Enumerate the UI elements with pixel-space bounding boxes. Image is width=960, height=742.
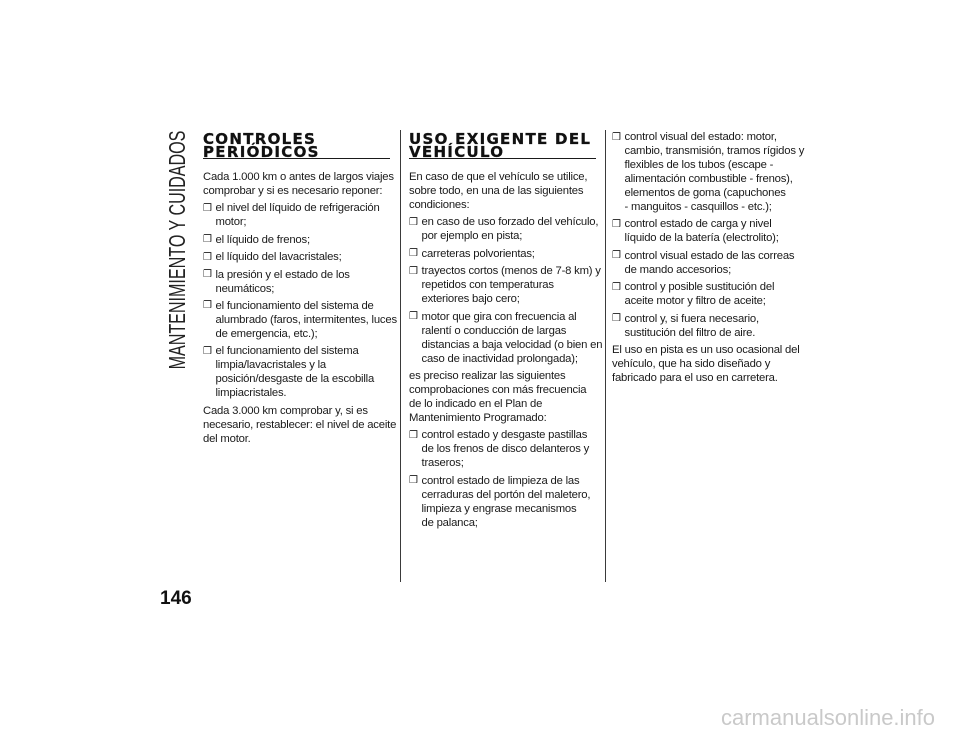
checkbox-bullet-icon: ❒ xyxy=(409,265,418,277)
list-item-text: control visual estado de las correas de mando accesorios; xyxy=(624,249,795,276)
checkbox-bullet-icon: ❒ xyxy=(612,250,621,262)
list-item xyxy=(409,247,596,261)
list-item xyxy=(409,264,601,306)
list-item-text: el líquido de frenos; xyxy=(215,233,310,246)
list-item-text: control visual del estado: motor, cambio, transmisión, tramos rígidos y flexibles de los tubos (escape - alimentación combustible - frenos), elementos de goma (capuchones - manguitos - casquillos - etc.); xyxy=(624,131,805,213)
section-heading: CONTROLES PERIÓDICOS xyxy=(203,133,390,159)
list-item-text: control estado de limpieza de las cerraduras del portón del maletero, limpieza y engrase mecanismos de palanca; xyxy=(421,474,591,529)
section-heading: USO EXIGENTE DEL VEHÍCULO xyxy=(409,133,596,159)
chapter-side-title: MANTENIMIENTO Y CUIDADOS xyxy=(164,130,190,370)
column-uso-exigente xyxy=(409,130,603,533)
list-item xyxy=(203,201,390,229)
list-item-text: control y posible sustitución del aceite motor y filtro de aceite; xyxy=(624,281,775,308)
list-item xyxy=(409,474,596,530)
list-item-text: motor que gira con frecuencia al ralentí o conducción de largas distancias a baja velocidad (o bien en caso de inactividad prolongada); xyxy=(421,310,603,365)
list-item xyxy=(203,250,390,264)
checkbox-bullet-icon: ❒ xyxy=(612,313,621,325)
watermark: carmanualsonline.info xyxy=(721,705,936,730)
checkbox-bullet-icon: ❒ xyxy=(612,218,621,230)
checkbox-bullet-icon: ❒ xyxy=(203,202,212,214)
list-item xyxy=(203,233,390,247)
checkbox-bullet-icon: ❒ xyxy=(409,429,418,441)
checkbox-bullet-icon: ❒ xyxy=(409,216,418,228)
checkbox-bullet-icon: ❒ xyxy=(203,269,212,281)
intro-paragraph: En caso de que el vehículo se utilice, sobre todo, en una de las siguientes condiciones: xyxy=(409,171,588,211)
list-item-text: trayectos cortos (menos de 7-8 km) y repetidos con temperaturas exteriores bajo cero; xyxy=(421,265,601,306)
list-item-text: control y, si fuera necesario, sustitución del filtro de aire. xyxy=(624,312,759,339)
section-body xyxy=(203,170,397,446)
list-item xyxy=(203,268,390,296)
list-item xyxy=(203,299,397,341)
column-divider xyxy=(605,130,606,582)
column-continuation xyxy=(612,130,805,388)
list-item xyxy=(612,280,802,308)
checkbox-bullet-icon: ❒ xyxy=(203,300,212,312)
checkbox-bullet-icon: ❒ xyxy=(203,234,212,246)
list-item xyxy=(612,130,805,214)
middle-paragraph: es preciso realizar las siguientes comprobaciones con más frecuencia de lo indicado en el Plan de Mantenimiento Programado: xyxy=(409,369,587,424)
list-item-text: la presión y el estado de los neumáticos; xyxy=(215,268,350,295)
column-divider xyxy=(400,130,401,582)
checkbox-bullet-icon: ❒ xyxy=(612,281,621,293)
checkbox-bullet-icon: ❒ xyxy=(409,248,418,260)
list-item xyxy=(409,310,603,366)
list-item xyxy=(409,215,599,243)
list-item xyxy=(203,344,390,400)
list-item-text: en caso de uso forzado del vehículo, por ejemplo en pista; xyxy=(421,216,599,243)
checkbox-bullet-icon: ❒ xyxy=(612,131,621,143)
list-item xyxy=(612,312,802,340)
outro-paragraph: El uso en pista es un uso ocasional del vehículo, que ha sido diseñado y fabricado para el uso en carretera. xyxy=(612,343,800,384)
list-item xyxy=(612,217,802,245)
list-item xyxy=(612,249,802,277)
checkbox-bullet-icon: ❒ xyxy=(409,475,418,487)
list-item-text: el funcionamiento del sistema de alumbrado (faros, intermitentes, luces de emergencia, etc.); xyxy=(215,299,397,340)
checkbox-bullet-icon: ❒ xyxy=(203,251,212,263)
checkbox-bullet-icon: ❒ xyxy=(409,311,418,323)
list-item-text: control estado y desgaste pastillas de los frenos de disco delanteros y traseros; xyxy=(421,429,590,470)
intro-paragraph: Cada 1.000 km o antes de largos viajes comprobar y si es necesario reponer: xyxy=(203,171,394,197)
column-controles-periodicos xyxy=(203,130,397,449)
page-number: 146 xyxy=(160,588,192,609)
outro-paragraph: Cada 3.000 km comprobar y, si es necesario, restablecer: el nivel de aceite del motor. xyxy=(203,404,397,445)
list-item-text: el funcionamiento del sistema limpia/lavacristales y la posición/desgaste de la escobilla limpiacristales. xyxy=(215,345,375,400)
list-item-text: el líquido del lavacristales; xyxy=(215,251,342,264)
list-item-text: control estado de carga y nivel líquido de la batería (electrolito); xyxy=(624,218,779,245)
list-item-text: el nivel del líquido de refrigeración motor; xyxy=(215,202,380,229)
checkbox-bullet-icon: ❒ xyxy=(203,345,212,357)
section-body xyxy=(409,170,603,530)
list-item xyxy=(409,428,596,470)
list-item-text: carreteras polvorientas; xyxy=(421,247,535,260)
